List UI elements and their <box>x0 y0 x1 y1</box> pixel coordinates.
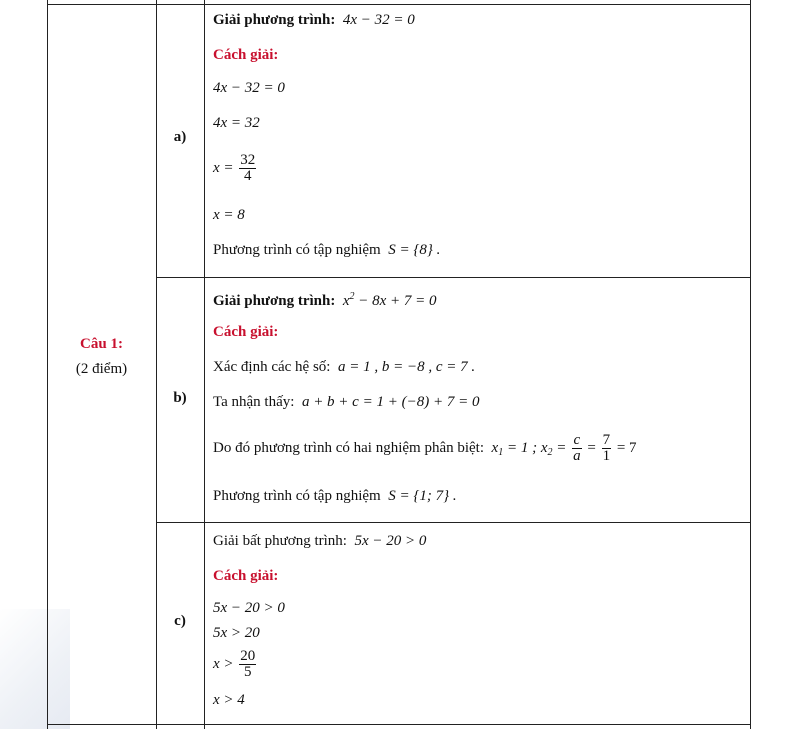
table-divider-2 <box>204 0 205 729</box>
part-b-coefficients: Xác định các hệ số: a = 1 , b = −8 , c = 7 . <box>213 359 476 375</box>
table-border-top <box>47 4 751 5</box>
part-c-label: c) <box>174 613 186 629</box>
part-c-step3: x > $\frac{20}{5}$ <box>213 648 256 681</box>
part-a-fraction: $\frac{32}{4}$ <box>240 152 256 185</box>
part-a-step4: x = 8 <box>213 207 245 223</box>
part-b-fraction-c-over-a: $\frac{c}{a}$ <box>573 432 581 465</box>
part-a-conclusion: Phương trình có tập nghiệm S = {8} . <box>213 242 441 258</box>
part-a-step2: 4x = 32 <box>213 115 260 131</box>
part-c-method: Cách giải: <box>213 568 279 584</box>
part-b-label: b) <box>173 390 187 406</box>
table-border-right <box>750 0 751 729</box>
part-b-title: Giải phương trình: $x^2 - 8x + 7 = 0$ <box>213 291 437 309</box>
part-c-step2: 5x > 20 <box>213 625 260 641</box>
question-points: (2 điểm) <box>75 361 128 377</box>
row-divider-bc <box>156 522 751 523</box>
part-b-method: Cách giải: <box>213 324 279 340</box>
part-b-fraction-7-over-1: $\frac{7}{1}$ <box>602 432 611 465</box>
part-c-title-equation: 5x − 20 > 0 <box>354 533 427 549</box>
row-divider-ab <box>156 277 751 278</box>
part-a-label: a) <box>173 129 187 145</box>
part-a-step3: x = $\frac{32}{4}$ <box>213 152 256 185</box>
part-a-title: Giải phương trình: 4x − 32 = 0 <box>213 12 415 28</box>
part-b-roots: Do đó phương trình có hai nghiệm phân biệt: $x_1 = 1$ ; $x_2$ = $\frac{c}{a}$ = $\frac{7}{1}$ = 7 <box>213 432 637 465</box>
part-a-step1: 4x − 32 = 0 <box>213 80 285 96</box>
part-a-method: Cách giải: <box>213 47 279 63</box>
table-border-bottom <box>47 724 751 725</box>
part-b-observation: Ta nhận thấy: a + b + c = 1 + (−8) + 7 = 0 <box>213 394 480 410</box>
part-b-conclusion: Phương trình có tập nghiệm S = {1; 7} . <box>213 488 457 504</box>
part-c-title: Giải bất phương trình: 5x − 20 > 0 <box>213 533 427 549</box>
part-b-title-equation: $x^2 - 8x + 7 = 0$ <box>342 291 437 309</box>
part-a-title-equation: 4x − 32 = 0 <box>342 12 415 28</box>
part-c-fraction: $\frac{20}{5}$ <box>240 648 256 681</box>
part-c-step4: x > 4 <box>213 692 245 708</box>
question-label: Câu 1: <box>80 336 123 352</box>
part-c-step1: 5x − 20 > 0 <box>213 600 285 616</box>
